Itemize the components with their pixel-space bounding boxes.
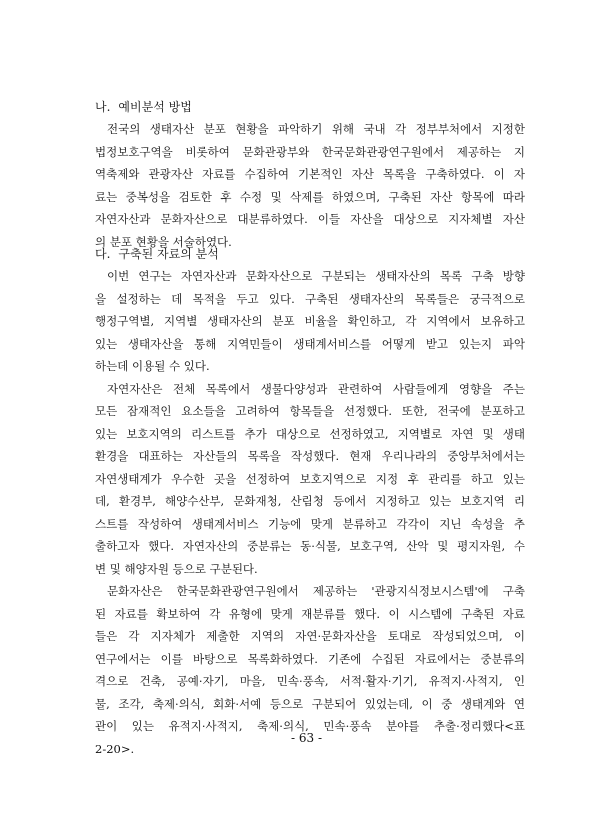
paragraph-line: 을 설정하는 데 목적을 두고 있다. 구축된 생태자산의 목록들은 궁극적으로 bbox=[95, 291, 525, 306]
section-preliminary-analysis bbox=[95, 96, 525, 253]
paragraph-line: 문화자산은 한국문화관광연구원에서 제공하는 '관광지식정보시스템'에 구축 bbox=[107, 584, 525, 598]
paragraph-line: 료는 중복성을 검토한 후 수정 및 삭제를 하였으며, 구축된 자산 항목에 따라 bbox=[95, 189, 525, 204]
paragraph-line: 데, 환경부, 해양수산부, 문화재청, 산림청 등에서 지정하고 있는 보호지역 리 bbox=[95, 494, 525, 508]
paragraph-line: 역축제와 관광자산 자료를 수집하여 기본적인 자산 목록을 구축하였다. 이 자 bbox=[95, 167, 525, 181]
section-heading bbox=[95, 96, 525, 118]
paragraph-line: 법정보호구역을 비롯하여 문화관광부와 한국문화관광연구원에서 제공하는 지 bbox=[95, 144, 525, 159]
section-title: 구축된 자료의 분석 bbox=[118, 247, 219, 261]
paragraph-line: 변 및 해양자원 등으로 구분된다. bbox=[95, 561, 258, 576]
paragraph-line: 전국의 생태자산 분포 현황을 파악하기 위해 국내 각 정부부처에서 지정한 bbox=[107, 122, 525, 136]
paragraph-line: 이번 연구는 자연자산과 문화자산으로 구분되는 생태자산의 목록 구축 방향 bbox=[107, 269, 525, 283]
paragraph-line: 스트를 작성하여 생태계서비스 기능에 맞게 분류하고 각각이 지닌 속성을 추 bbox=[95, 516, 525, 531]
paragraph bbox=[95, 265, 525, 378]
paragraph-line: 자연생태계가 우수한 곳을 선정하여 보호지역으로 지정 후 관리를 하고 있는 bbox=[95, 471, 525, 486]
paragraph bbox=[95, 378, 525, 581]
section-data-analysis bbox=[95, 243, 525, 760]
paragraph-line: 물, 조각, 축제·의식, 회화·서예 등으로 구분되어 있었는데, 이 중 생태계와 연 bbox=[95, 696, 525, 711]
section-title: 예비분석 방법 bbox=[118, 100, 192, 114]
paragraph-line: 출하고자 했다. 자연자산의 중분류는 동·식물, 보호구역, 산악 및 평지자원, 수 bbox=[95, 539, 525, 553]
paragraph-line: 연구에서는 이를 바탕으로 목록화하였다. 기존에 수집된 자료에서는 중분류의 bbox=[95, 651, 525, 666]
paragraph-line: 있는 보호지역의 리스트를 추가 대상으로 선정하였고, 지역별로 자연 및 생태 bbox=[95, 426, 525, 441]
paragraph-line: 환경을 대표하는 자산들의 목록을 작성했다. 현재 우리나라의 중앙부처에서는 bbox=[95, 449, 525, 463]
section-number: 나. bbox=[95, 100, 111, 114]
paragraph-line: 행정구역별, 지역별 생태자산의 분포 비율을 확인하고, 각 지역에서 보유하고 bbox=[95, 314, 525, 328]
section-heading bbox=[95, 243, 525, 265]
paragraph-line: 격으로 건축, 공예·자기, 마을, 민속·풍속, 서적·활자·기기, 유적지·사적지, 인 bbox=[95, 674, 525, 688]
paragraph-line: 의 분포 현황을 서술하였다. bbox=[95, 234, 232, 249]
section-number: 다. bbox=[95, 247, 111, 261]
paragraph-line: 하는데 이용될 수 있다. bbox=[95, 359, 210, 373]
paragraph-line: 자연자산과 문화자산으로 대분류하였다. 이들 자산을 대상으로 지자체별 자산 bbox=[95, 212, 525, 226]
paragraph-line: 들은 각 지자체가 제출한 지역의 자연·문화자산을 토대로 작성되었으며, 이 bbox=[95, 629, 525, 643]
page-number: - 63 - bbox=[290, 731, 322, 745]
paragraph-line: 2-20>. bbox=[95, 741, 135, 756]
paragraph-line: 관이 있는 유적지·사적지, 축제·의식, 민속·풍속 분야를 추출·정리했다<표 bbox=[95, 719, 525, 733]
paragraph-line: 모든 잠재적인 요소들을 고려하여 항목들을 선정했다. 또한, 전국에 분포하고 bbox=[95, 404, 525, 418]
paragraph bbox=[95, 118, 525, 253]
paragraph-line: 자연자산은 전체 목록에서 생물다양성과 관련하여 사람들에게 영향을 주는 bbox=[107, 381, 525, 396]
paragraph-line: 된 자료를 확보하여 각 유형에 맞게 재분류를 했다. 이 시스템에 구축된 자료 bbox=[95, 606, 525, 621]
paragraph-line: 있는 생태자산을 통해 지역민들이 생태계서비스를 어떻게 받고 있는지 파악 bbox=[95, 336, 525, 351]
